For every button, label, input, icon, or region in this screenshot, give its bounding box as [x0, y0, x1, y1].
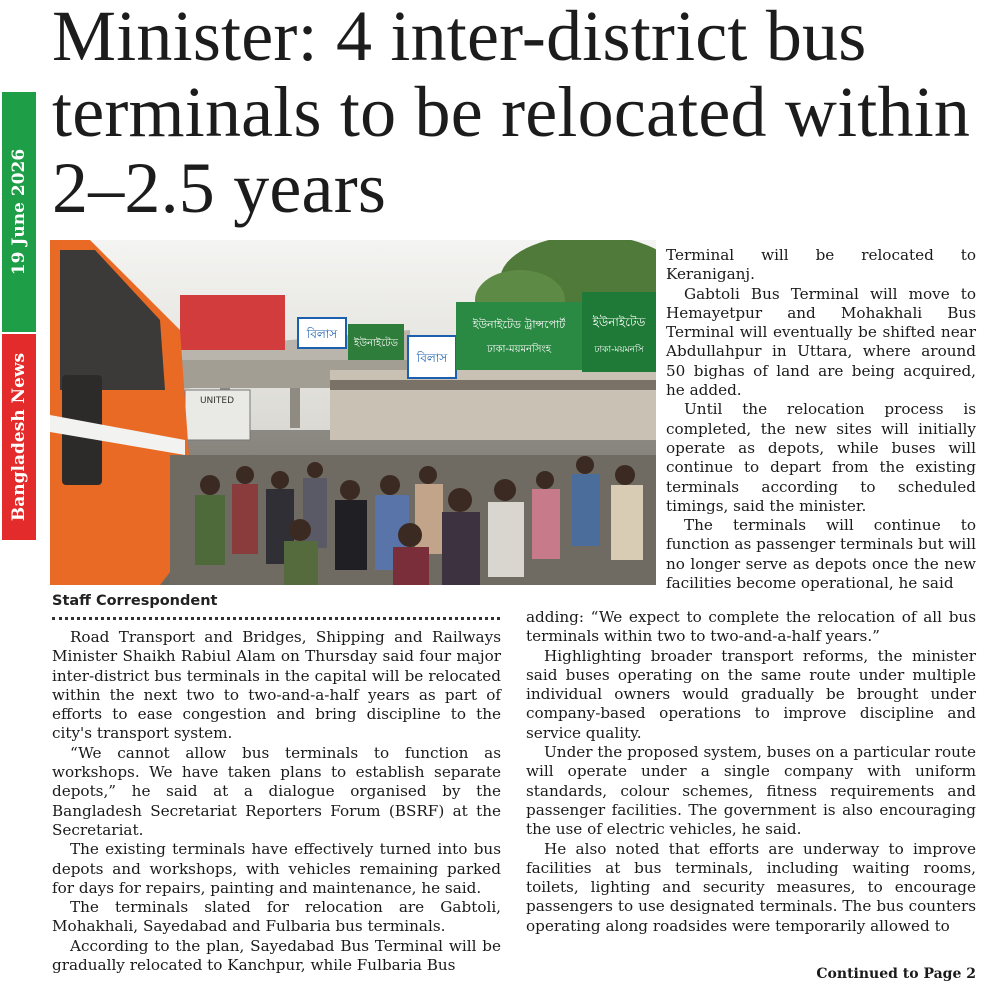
photo-distant-bus-label: UNITED [199, 396, 235, 406]
section-label: Bangladesh News [9, 352, 29, 522]
article-column-right-top [666, 246, 976, 593]
article-paragraph-continued: Terminal will be relocated to Keraniganj. [666, 246, 976, 284]
article-paragraph: Highlighting broader transport reforms, the minister said buses operating on the same route under multiple individual owners would gradually be brought under company-based operations to improve discipline and service quality. [526, 646, 976, 742]
article-paragraph: He also noted that efforts are underway to improve facilities at bus terminals, including waiting rooms, toilets, lighting and security measures, to encourage passengers to use designated terminals. The bus counters operating along roadsides were temporarily allowed to [526, 839, 976, 935]
article-column-right-bottom [526, 608, 976, 936]
article-paragraph: Until the relocation process is completed, the new sites will initially operate as depots, while buses will continue to depart from the existing terminals according to scheduled timings, said the minister. [666, 400, 976, 515]
photo-sign-text: বিলাস [306, 327, 338, 341]
article-column-left [52, 628, 501, 975]
byline-divider [52, 617, 500, 620]
photo-sign-text: ইউনাইটেড [592, 315, 646, 329]
photo-sign [582, 292, 656, 372]
photo-sign-text: বিলাস [416, 351, 448, 365]
photo-terminal-awning [330, 380, 656, 390]
headline: Minister: 4 inter-district bus terminals to be relocated within 2–2.5 years [52, 0, 971, 228]
article-paragraph: The terminals will continue to function as passenger terminals but will no longer serve as depots once the new facilities become operational, he said [666, 516, 976, 593]
date-label: 19 June 2026 [9, 148, 30, 276]
photo-sign-red [180, 295, 285, 350]
article-paragraph-continued: adding: “We expect to complete the relocation of all bus terminals within two to two-and-a-half years.” [526, 608, 976, 646]
photo-sign [456, 302, 582, 370]
photo-sign-text: ইউনাইটেড [354, 338, 398, 349]
photo-sign-text: ইউনাইটেড ট্রান্সপোর্ট [472, 318, 566, 331]
article-paragraph: “We cannot allow bus terminals to function as workshops. We have taken plans to establish separate depots,” he said at a dialogue organised by the Bangladesh Secretariat Reporters Forum (BSRF) at the Secretariat. [52, 743, 501, 839]
photo-pillar [290, 388, 300, 428]
date-tab [2, 92, 36, 332]
photo-crowd [170, 455, 656, 585]
photo-sign-text: ঢাকা-ময়মনসিংহ [486, 344, 552, 355]
article-paragraph: The existing terminals have effectively turned into bus depots and workshops, with vehicles remaining parked for days for repairs, painting and maintenance, he said. [52, 840, 501, 897]
continued-link[interactable]: Continued to Page 2 [816, 966, 976, 982]
article-paragraph: Road Transport and Bridges, Shipping and Railways Minister Shaikh Rabiul Alam on Thursday said four major inter-district bus terminals in the capital will be relocated within the next two to two-and-a-half years as part of efforts to ease congestion and bring discipline to the city's transport system. [52, 628, 501, 743]
news-photo [50, 240, 656, 585]
article-paragraph: The terminals slated for relocation are Gabtoli, Mohakhali, Sayedabad and Fulbaria bus terminals. [52, 898, 501, 936]
byline: Staff Correspondent [52, 593, 218, 609]
photo-sign-text: ঢাকা-ময়মনসি [594, 345, 644, 355]
article-paragraph: Under the proposed system, buses on a particular route will operate under a single company with uniform standards, colour schemes, fitness requirements and passenger facilities. The government is also encouraging the use of electric vehicles, he said. [526, 743, 976, 839]
section-tab [2, 334, 36, 540]
article-paragraph: According to the plan, Sayedabad Bus Terminal will be gradually relocated to Kanchpur, while Fulbaria Bus [52, 936, 501, 975]
article-paragraph: Gabtoli Bus Terminal will move to Hemayetpur and Mohakhali Bus Terminal will eventually be shifted near Abdullahpur in Uttara, where around 50 bighas of land are being acquired, he added. [666, 284, 976, 400]
